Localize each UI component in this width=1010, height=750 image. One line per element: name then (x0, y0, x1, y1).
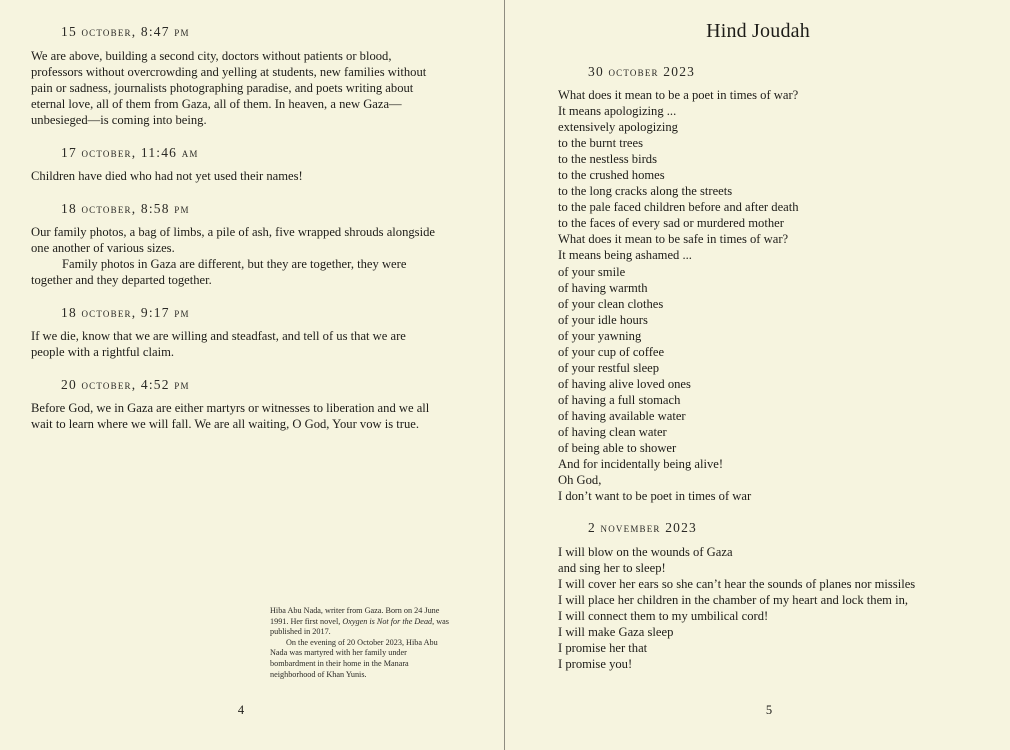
poem-line: And for incidentally being alive! (558, 457, 724, 472)
entry-date: 18 october, 9:17 pm (61, 305, 190, 320)
poem-line: to the long cracks along the streets (558, 184, 733, 199)
entry-paragraph: Family photos in Gaza are different, but they are together, they were together and they departed together. (31, 257, 407, 287)
poem-line: to the pale faced children before and after death (558, 200, 799, 215)
bio-text: , was published in 2017. (270, 616, 449, 637)
poem-line: of having available water (558, 408, 686, 423)
entry-paragraph: Before God, we in Gaza are either martyrs or witnesses to liberation and we all wait to learn where we will fall. We are all waiting, O God, Your vow is true. (31, 401, 430, 431)
entry-text (31, 168, 441, 184)
poem-line: and sing her to sleep! (558, 561, 666, 576)
author-bio-footnote (270, 606, 452, 680)
poem-date: 30 october 2023 (588, 64, 696, 79)
poem-section (558, 544, 915, 672)
entry-paragraph: Our family photos, a bag of limbs, a pile of ash, five wrapped shrouds alongside one another of various sizes. (31, 225, 435, 255)
poem-line: of having a full stomach (558, 392, 681, 407)
poem-line: of your smile (558, 264, 626, 279)
poem-line: to the crushed homes (558, 168, 665, 183)
entry-paragraph: Children have died who had not yet used their names! (31, 169, 303, 183)
poem-line: of being able to shower (558, 441, 677, 456)
poem-line: of your restful sleep (558, 360, 660, 375)
poem-line: to the burnt trees (558, 136, 643, 151)
entry-date: 15 october, 8:47 pm (61, 24, 190, 39)
poem-line: It means being ashamed ... (558, 248, 692, 263)
page-number: 5 (765, 703, 773, 717)
poem-line: of having clean water (558, 424, 667, 439)
author-name: Hind Joudah (706, 20, 810, 42)
novel-title: Oxygen is Not for the Dead (342, 616, 433, 626)
book-spine (504, 0, 505, 750)
poem-line: I will place her children in the chamber of my heart and lock them in, (558, 593, 909, 608)
poem-line: to the faces of every sad or murdered mother (558, 216, 784, 231)
poem-line: It means apologizing ... (558, 104, 677, 119)
entry-date: 17 october, 11:46 am (61, 145, 199, 160)
entry-paragraph: We are above, building a second city, doctors without patients or blood, professors without overcrowding and yelling at students, new families without pain or sadness, journalists photographing paradise, and poets writing about eternal love, all of them from Gaza, all of them. In heaven, a new Gaza—unbesieged—is coming into being. (31, 49, 427, 127)
bio-text: Hiba Abu Nada, writer from Gaza. Born on 24 June 1991. Her first novel, (270, 606, 440, 626)
poem-line: I will cover her ears so she can’t hear the sounds of planes nor missiles (558, 577, 916, 592)
poem-line: I will make Gaza sleep (558, 625, 674, 640)
entry-text (31, 224, 441, 288)
poem-line: of your idle hours (558, 312, 648, 327)
bio-paragraph: On the evening of 20 October 2023, Hiba Abu Nada was martyred with her family under bombardment in their home in the Manara neighborhood of Khan Yunis. (270, 637, 438, 679)
bio-paragraph (270, 606, 452, 638)
poem-line: of your clean clothes (558, 296, 664, 311)
poem-line: I promise her that (558, 641, 648, 656)
poem-line: of having alive loved ones (558, 376, 691, 391)
poem-line: What does it mean to be a poet in times of war? (558, 88, 799, 102)
poem-line: What does it mean to be safe in times of war? (558, 232, 789, 247)
poem-line: I will blow on the wounds of Gaza (558, 545, 733, 559)
right-page (506, 0, 1010, 750)
poem-line: extensively apologizing (558, 120, 678, 135)
poem-line: of your yawning (558, 328, 642, 343)
poem-section (558, 87, 799, 504)
poem-line: I will connect them to my umbilical cord! (558, 609, 769, 624)
entry-text (31, 328, 441, 360)
entry-text (31, 48, 441, 128)
left-page (0, 0, 504, 750)
poem-line: to the nestless birds (558, 152, 657, 167)
entry-date: 18 october, 8:58 pm (61, 201, 190, 216)
poem-line: I don’t want to be poet in times of war (558, 489, 752, 504)
poem-line: of your cup of coffee (558, 344, 665, 359)
entry-date: 20 october, 4:52 pm (61, 377, 190, 392)
entry-paragraph: If we die, know that we are willing and steadfast, and tell of us that we are people with a rightful claim. (31, 329, 406, 359)
poem-line: of having warmth (558, 280, 648, 295)
page-number: 4 (237, 703, 245, 717)
poem-date: 2 november 2023 (588, 520, 698, 535)
entry-text (31, 400, 441, 432)
poem-line: Oh God, (558, 473, 602, 488)
poem-line: I promise you! (558, 657, 633, 672)
